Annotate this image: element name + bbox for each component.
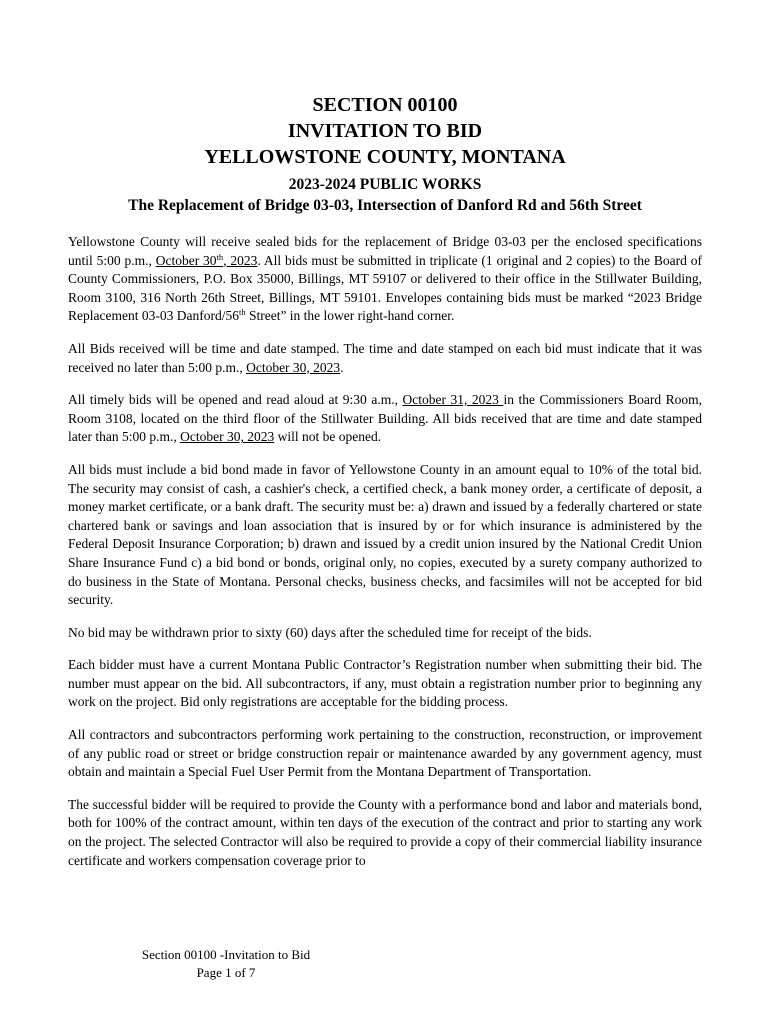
document-title: INVITATION TO BID xyxy=(287,120,483,142)
paragraph-time-stamp: All Bids received will be time and date stamped. The time and date stamped on each bid must indicate that it was received no later than 5:00 p.m., October 30, 2023. xyxy=(68,340,702,375)
document-body xyxy=(68,233,702,884)
footer-section-label: Section 00100 -Invitation to Bid xyxy=(141,947,311,962)
document-header xyxy=(0,92,770,216)
paragraph-sealed-bids: Yellowstone County will receive sealed bids for the replacement of Bridge 03-03 per the enclosed specifications until 5:00 p.m., October 30th, 2023. All bids must be submitted in triplicate (1 original and 2 copies) to the Board of County Commissioners, P.O. Box 35000, Billings, MT 59107 or delivered to their office in the Stillwater Building, Room 3100, 316 North 26th Street, Billings, MT 59101. Envelopes containing bids must be marked “2023 Bridge Replacement 03-03 Danford/56th Street” in the lower right-hand corner. xyxy=(68,234,702,324)
paragraph-fuel-permit: All contractors and subcontractors performing work pertaining to the construction, reconstruction, or improvement of any public road or street or bridge construction repair or maintenance awarded by any government agency, must obtain and maintain a Special Fuel User Permit from the Montana Department of Transportation. xyxy=(68,727,702,780)
paragraph-bid-bond: All bids must include a bid bond made in favor of Yellowstone County in an amount equal to 10% of the total bid. The security may consist of cash, a cashier's check, a certified check, a bank money order, a certificate of deposit, a money market certificate, or a bank draft. The security must be: a) drawn and issued by a federally chartered or state chartered bank or savings and loan association that is insured by or for which insurance is administered by the Federal Deposit Insurance Corporation; b) drawn and issued by a credit union insured by the National Credit Union Share Insurance Fund c) a bid bond or bonds, original only, no copies, executed by a surety company authorized to do business in the State of Montana. Personal checks, business checks, and facsimiles will not be accepted for bid security. xyxy=(68,461,702,608)
paragraph-bid-opening: All timely bids will be opened and read aloud at 9:30 a.m., October 31, 2023 in the Commissioners Board Room, Room 3108, located on the third floor of the Stillwater Building. All bids received that are time and date stamped later than 5:00 p.m., October 30, 2023 will not be opened. xyxy=(68,392,702,445)
opening-date: October 31, 2023 xyxy=(402,392,504,408)
county-name: YELLOWSTONE COUNTY, MONTANA xyxy=(204,146,566,168)
page-number: Page 1 of 7 xyxy=(196,965,256,980)
page-footer xyxy=(0,946,452,982)
paragraph-registration: Each bidder must have a current Montana Public Contractor’s Registration number when submitting their bid. The number must appear on the bid. All subcontractors, if any, must obtain a registration number prior to beginning any work on the project. Bid only registrations are acceptable for the bidding process. xyxy=(68,657,702,710)
project-title: The Replacement of Bridge 03-03, Intersection of Danford Rd and 56th Street xyxy=(128,197,642,214)
deadline-date: October 30th, 2023 xyxy=(155,251,258,268)
deadline-date: October 30, 2023 xyxy=(180,429,275,445)
deadline-date: October 30, 2023 xyxy=(246,359,341,375)
paragraph-withdrawal: No bid may be withdrawn prior to sixty (60) days after the scheduled time for receipt of the bids. xyxy=(68,624,592,640)
program-year: 2023-2024 PUBLIC WORKS xyxy=(288,176,482,193)
section-number: SECTION 00100 xyxy=(312,94,458,116)
paragraph-performance-bond: The successful bidder will be required to provide the County with a performance bond and labor and materials bond, both for 100% of the contract amount, within ten days of the execution of the contract and prior to starting any work on the project. The selected Contractor will also be required to provide a copy of their commercial liability insurance certificate and workers compensation coverage prior to xyxy=(68,796,702,868)
